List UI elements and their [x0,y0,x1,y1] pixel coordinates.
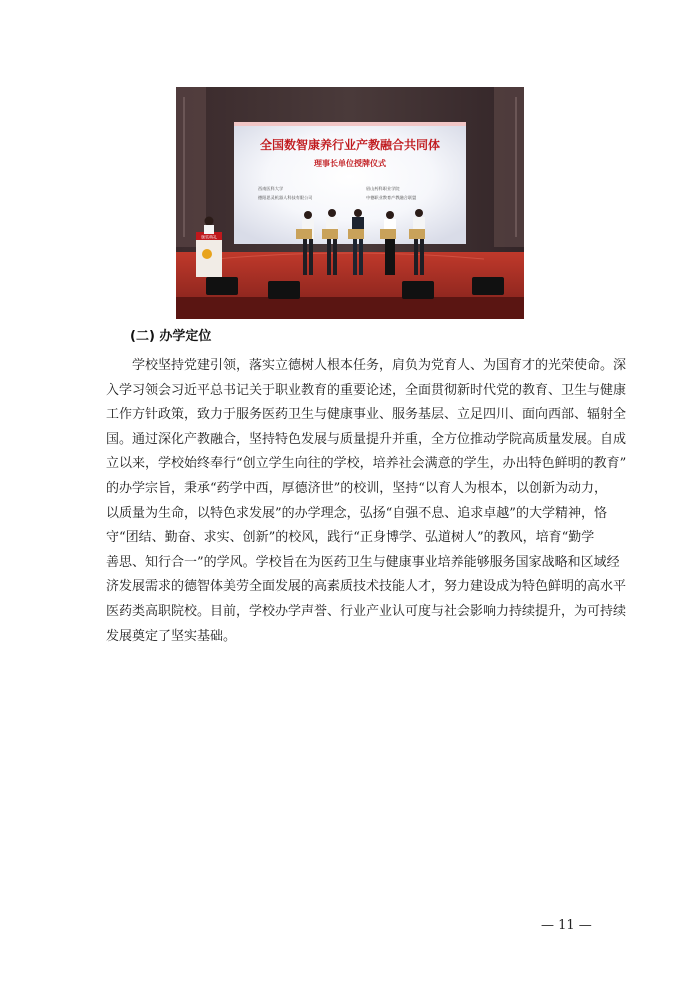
body-paragraph [106,356,627,651]
stage-speaker [402,281,434,299]
paragraph-line: 医药类高职院校。目前，学校办学声誉、行业产业认可度与社会影响力持续提升，为可持续 [106,603,627,619]
paragraph-line: 的办学宗旨，秉承“药学中西，厚德济世”的校训，坚持“以育人为根本，以创新为动力， [106,480,607,496]
paragraph-line: 发展奠定了坚实基础。 [106,628,237,644]
screen-unit: 西南医科大学 [258,186,284,191]
page-number: — 11 — [541,918,592,933]
screen-subtitle: 理事长单位授牌仪式 [314,159,386,168]
screen-title: 全国数智康养行业产教融合共同体 [259,138,441,152]
screen-unit: 德阳思灵机器人科技有限公司 [258,195,313,200]
paragraph-line: 入学习领会习近平总书记关于职业教育的重要论述，全面贯彻新时代党的教育、卫生与健康 [106,382,627,398]
section-heading: (二) 办学定位 [130,329,212,344]
stage-speaker [472,277,504,295]
stage-speaker [206,277,238,295]
podium-label: 颁奖典礼 [201,234,217,240]
screen-unit: 眉山药科职业学院 [366,186,400,191]
paragraph-line: 善思、知行合一”的学风。学校旨在为医药卫生与健康事业培养能够服务国家战略和区域经 [106,554,620,570]
paragraph-line: 立以来，学校始终奉行“创立学生向往的学校，培养社会满意的学生，办出特色鲜明的教育” [106,456,627,472]
screen-unit: 中德职业教育产教融合联盟 [366,195,417,200]
paragraph-line: 国。通过深化产教融合，坚持特色发展与质量提升并重，全方位推动学院高质量发展。自成 [106,431,627,447]
stage-speaker [268,281,300,299]
ceremony-photo [176,87,524,319]
paragraph-line: 守“团结、勤奋、求实、创新”的校风，践行“正身博学、弘道树人”的教风，培育“勤学 [106,530,595,546]
paragraph-line: 济发展需求的德智体美劳全面发展的高素质技术技能人才，努力建设成为特色鲜明的高水平 [106,579,627,595]
paragraph-line: 工作方针政策，致力于服务医药卫生与健康事业、服务基层、立足四川、面向西部、辐射全 [106,407,627,423]
paragraph-line: 以质量为生命，以特色求发展”的办学理念，弘扬“自强不息、追求卓越”的大学精神，恪 [106,505,607,521]
paragraph-line: 学校坚持党建引领，落实立德树人根本任务，肩负为党育人、为国育才的光荣使命。深 [132,358,627,373]
